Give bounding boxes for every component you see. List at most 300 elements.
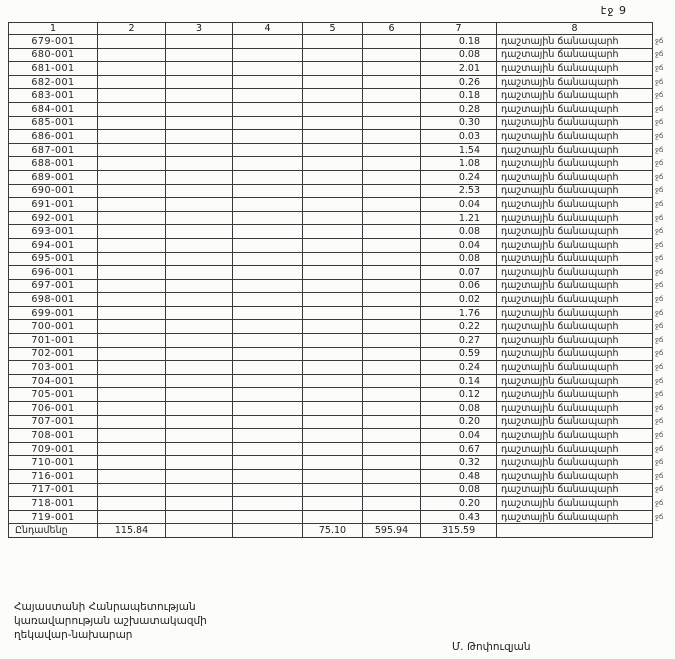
row-col5 bbox=[303, 334, 363, 348]
table-row bbox=[9, 442, 671, 456]
table-row bbox=[9, 252, 671, 266]
row-col3 bbox=[166, 75, 233, 89]
row-col4 bbox=[233, 211, 303, 225]
road-label: դաշտային ճանապարհ bbox=[497, 238, 653, 252]
row-col5 bbox=[303, 442, 363, 456]
margin-mark: ջճ bbox=[655, 227, 664, 236]
row-col6 bbox=[363, 334, 421, 348]
table-header-cell: 3 bbox=[166, 23, 233, 35]
road-label: դաշտային ճանապարհ bbox=[497, 361, 653, 375]
row-col2 bbox=[98, 130, 166, 144]
row-col5 bbox=[303, 130, 363, 144]
row-code: 691-001 bbox=[9, 198, 98, 212]
table-row bbox=[9, 170, 671, 184]
row-col6 bbox=[363, 198, 421, 212]
table-row bbox=[9, 497, 671, 511]
table-row bbox=[9, 456, 671, 470]
row-col5 bbox=[303, 361, 363, 375]
row-col3 bbox=[166, 456, 233, 470]
table-row bbox=[9, 510, 671, 524]
margin-mark: ջճ bbox=[655, 444, 664, 453]
row-col5 bbox=[303, 225, 363, 239]
row-col4 bbox=[233, 35, 303, 49]
table-row bbox=[9, 402, 671, 416]
row-col4 bbox=[233, 320, 303, 334]
table-row bbox=[9, 75, 671, 89]
total-col2: 115.84 bbox=[98, 524, 166, 538]
row-col2 bbox=[98, 184, 166, 198]
margin-mark: ջճ bbox=[655, 172, 664, 181]
row-col2 bbox=[98, 402, 166, 416]
row-value: 0.30 bbox=[421, 116, 497, 130]
row-col4 bbox=[233, 279, 303, 293]
table-row bbox=[9, 388, 671, 402]
row-col5 bbox=[303, 306, 363, 320]
margin-spacer bbox=[653, 23, 671, 35]
road-label: դաշտային ճանապարհ bbox=[497, 415, 653, 429]
road-label: դաշտային ճանապարհ bbox=[497, 211, 653, 225]
table-row bbox=[9, 334, 671, 348]
row-col6 bbox=[363, 89, 421, 103]
row-col3 bbox=[166, 470, 233, 484]
row-col4 bbox=[233, 62, 303, 76]
road-label: դաշտային ճանապարհ bbox=[497, 252, 653, 266]
table-row bbox=[9, 130, 671, 144]
row-col5 bbox=[303, 429, 363, 443]
row-col4 bbox=[233, 388, 303, 402]
road-label: դաշտային ճանապարհ bbox=[497, 483, 653, 497]
row-col3 bbox=[166, 252, 233, 266]
row-value: 1.76 bbox=[421, 306, 497, 320]
margin-mark: ջճ bbox=[655, 77, 664, 86]
row-value: 0.24 bbox=[421, 170, 497, 184]
row-col6 bbox=[363, 347, 421, 361]
margin-mark: ջճ bbox=[655, 104, 664, 113]
row-col4 bbox=[233, 442, 303, 456]
row-code: 690-001 bbox=[9, 184, 98, 198]
row-col2 bbox=[98, 75, 166, 89]
road-label: դաշտային ճանապարհ bbox=[497, 266, 653, 280]
row-col5 bbox=[303, 35, 363, 49]
row-col6 bbox=[363, 75, 421, 89]
row-col2 bbox=[98, 442, 166, 456]
row-code: 688-001 bbox=[9, 157, 98, 171]
table-row bbox=[9, 89, 671, 103]
table-header-cell: 4 bbox=[233, 23, 303, 35]
table-header-cell: 1 bbox=[9, 23, 98, 35]
row-col5 bbox=[303, 170, 363, 184]
row-code: 694-001 bbox=[9, 238, 98, 252]
margin-mark: ջճ bbox=[655, 295, 664, 304]
row-col6 bbox=[363, 293, 421, 307]
table-header-cell: 8 bbox=[497, 23, 653, 35]
row-value: 0.20 bbox=[421, 415, 497, 429]
row-code: 682-001 bbox=[9, 75, 98, 89]
row-code: 684-001 bbox=[9, 102, 98, 116]
row-value: 0.18 bbox=[421, 89, 497, 103]
row-col5 bbox=[303, 266, 363, 280]
row-col2 bbox=[98, 347, 166, 361]
row-col5 bbox=[303, 497, 363, 511]
row-col6 bbox=[363, 306, 421, 320]
row-col4 bbox=[233, 238, 303, 252]
road-label: դաշտային ճանապարհ bbox=[497, 130, 653, 144]
row-col4 bbox=[233, 170, 303, 184]
road-label: դաշտային ճանապարհ bbox=[497, 320, 653, 334]
table-row bbox=[9, 347, 671, 361]
row-code: 698-001 bbox=[9, 293, 98, 307]
row-code: 705-001 bbox=[9, 388, 98, 402]
row-col2 bbox=[98, 320, 166, 334]
row-col5 bbox=[303, 62, 363, 76]
road-label: դաշտային ճանապարհ bbox=[497, 35, 653, 49]
row-col2 bbox=[98, 198, 166, 212]
road-label: դաշտային ճանապարհ bbox=[497, 510, 653, 524]
row-value: 1.21 bbox=[421, 211, 497, 225]
row-col3 bbox=[166, 130, 233, 144]
row-col5 bbox=[303, 347, 363, 361]
row-col3 bbox=[166, 198, 233, 212]
row-col2 bbox=[98, 470, 166, 484]
row-code: 699-001 bbox=[9, 306, 98, 320]
total-col7: 315.59 bbox=[421, 524, 497, 538]
table-row bbox=[9, 198, 671, 212]
road-label: դաշտային ճանապարհ bbox=[497, 157, 653, 171]
row-col6 bbox=[363, 510, 421, 524]
table-row bbox=[9, 293, 671, 307]
margin-mark: ջճ bbox=[655, 240, 664, 249]
road-label: դաշտային ճանապարհ bbox=[497, 374, 653, 388]
row-value: 0.28 bbox=[421, 102, 497, 116]
row-col4 bbox=[233, 483, 303, 497]
road-label: դաշտային ճանապարհ bbox=[497, 347, 653, 361]
road-label: դաշտային ճանապարհ bbox=[497, 143, 653, 157]
row-value: 1.08 bbox=[421, 157, 497, 171]
row-col2 bbox=[98, 266, 166, 280]
row-col3 bbox=[166, 62, 233, 76]
row-col4 bbox=[233, 198, 303, 212]
row-col4 bbox=[233, 429, 303, 443]
row-col4 bbox=[233, 225, 303, 239]
margin-mark: ջճ bbox=[655, 186, 664, 195]
row-code: 708-001 bbox=[9, 429, 98, 443]
row-col2 bbox=[98, 102, 166, 116]
table-row bbox=[9, 306, 671, 320]
row-col3 bbox=[166, 157, 233, 171]
row-col3 bbox=[166, 306, 233, 320]
road-label: դաշտային ճանապարհ bbox=[497, 102, 653, 116]
row-col5 bbox=[303, 388, 363, 402]
road-label: դաշտային ճանապարհ bbox=[497, 456, 653, 470]
row-col6 bbox=[363, 279, 421, 293]
footer-line: Հայաստանի Հանրապետության bbox=[14, 601, 196, 613]
row-col6 bbox=[363, 497, 421, 511]
row-col3 bbox=[166, 483, 233, 497]
road-label: դաշտային ճանապարհ bbox=[497, 429, 653, 443]
table-row bbox=[9, 211, 671, 225]
row-col2 bbox=[98, 211, 166, 225]
row-col2 bbox=[98, 293, 166, 307]
road-label: դաշտային ճանապարհ bbox=[497, 279, 653, 293]
row-value: 0.59 bbox=[421, 347, 497, 361]
row-code: 693-001 bbox=[9, 225, 98, 239]
row-col5 bbox=[303, 102, 363, 116]
road-label: դաշտային ճանապարհ bbox=[497, 497, 653, 511]
row-col6 bbox=[363, 470, 421, 484]
row-col4 bbox=[233, 456, 303, 470]
row-col3 bbox=[166, 184, 233, 198]
row-col2 bbox=[98, 456, 166, 470]
row-col4 bbox=[233, 415, 303, 429]
table-row bbox=[9, 470, 671, 484]
row-col6 bbox=[363, 184, 421, 198]
row-code: 697-001 bbox=[9, 279, 98, 293]
row-col6 bbox=[363, 102, 421, 116]
total-row bbox=[9, 524, 671, 538]
row-col3 bbox=[166, 429, 233, 443]
row-value: 0.48 bbox=[421, 470, 497, 484]
row-col6 bbox=[363, 402, 421, 416]
road-label: դաշտային ճանապարհ bbox=[497, 198, 653, 212]
row-col3 bbox=[166, 211, 233, 225]
row-code: 710-001 bbox=[9, 456, 98, 470]
row-col6 bbox=[363, 170, 421, 184]
table-row bbox=[9, 62, 671, 76]
row-col3 bbox=[166, 238, 233, 252]
margin-mark: ջճ bbox=[655, 159, 664, 168]
row-col6 bbox=[363, 361, 421, 375]
row-code: 685-001 bbox=[9, 116, 98, 130]
row-code: 716-001 bbox=[9, 470, 98, 484]
row-col2 bbox=[98, 48, 166, 62]
row-col2 bbox=[98, 334, 166, 348]
row-col6 bbox=[363, 48, 421, 62]
row-col4 bbox=[233, 184, 303, 198]
margin-mark: ջճ bbox=[655, 63, 664, 72]
row-col2 bbox=[98, 170, 166, 184]
row-code: 681-001 bbox=[9, 62, 98, 76]
margin-mark: ջճ bbox=[655, 199, 664, 208]
row-col6 bbox=[363, 252, 421, 266]
row-col3 bbox=[166, 510, 233, 524]
road-label: դաշտային ճանապարհ bbox=[497, 184, 653, 198]
row-col4 bbox=[233, 48, 303, 62]
margin-mark: ջճ bbox=[655, 267, 664, 276]
row-col3 bbox=[166, 374, 233, 388]
margin-mark: ջճ bbox=[655, 498, 664, 507]
row-col5 bbox=[303, 184, 363, 198]
road-label: դաշտային ճանապարհ bbox=[497, 116, 653, 130]
row-col6 bbox=[363, 225, 421, 239]
row-col4 bbox=[233, 266, 303, 280]
row-col3 bbox=[166, 35, 233, 49]
row-code: 717-001 bbox=[9, 483, 98, 497]
row-col2 bbox=[98, 62, 166, 76]
row-col5 bbox=[303, 75, 363, 89]
row-col6 bbox=[363, 456, 421, 470]
row-col6 bbox=[363, 157, 421, 171]
margin-mark: ջճ bbox=[655, 145, 664, 154]
row-value: 0.04 bbox=[421, 429, 497, 443]
row-col2 bbox=[98, 374, 166, 388]
row-value: 1.54 bbox=[421, 143, 497, 157]
row-col2 bbox=[98, 116, 166, 130]
table-header-cell: 7 bbox=[421, 23, 497, 35]
signature-name: Մ. Թոփուզյան bbox=[452, 641, 531, 653]
road-label: դաշտային ճանապարհ bbox=[497, 225, 653, 239]
row-col6 bbox=[363, 483, 421, 497]
margin-mark: ջճ bbox=[655, 91, 664, 100]
table-row bbox=[9, 184, 671, 198]
footer-line: ղեկավար-նախարար bbox=[14, 629, 133, 641]
footer-line: կառավարության աշխատակազմի bbox=[14, 615, 207, 627]
row-col4 bbox=[233, 75, 303, 89]
row-value: 0.14 bbox=[421, 374, 497, 388]
row-col3 bbox=[166, 266, 233, 280]
table-header-cell: 2 bbox=[98, 23, 166, 35]
row-value: 0.06 bbox=[421, 279, 497, 293]
row-col2 bbox=[98, 429, 166, 443]
row-col3 bbox=[166, 225, 233, 239]
row-col5 bbox=[303, 116, 363, 130]
row-value: 0.08 bbox=[421, 402, 497, 416]
total-col5: 75.10 bbox=[303, 524, 363, 538]
row-value: 0.24 bbox=[421, 361, 497, 375]
table-row bbox=[9, 374, 671, 388]
row-code: 683-001 bbox=[9, 89, 98, 103]
row-col3 bbox=[166, 116, 233, 130]
row-col3 bbox=[166, 293, 233, 307]
row-col6 bbox=[363, 130, 421, 144]
road-label: դաշտային ճանապարհ bbox=[497, 89, 653, 103]
row-code: 703-001 bbox=[9, 361, 98, 375]
table-header-row bbox=[9, 23, 671, 35]
row-col3 bbox=[166, 279, 233, 293]
row-value: 0.07 bbox=[421, 266, 497, 280]
row-col2 bbox=[98, 157, 166, 171]
row-code: 679-001 bbox=[9, 35, 98, 49]
margin-mark: ջճ bbox=[655, 322, 664, 331]
row-col4 bbox=[233, 143, 303, 157]
row-col6 bbox=[363, 116, 421, 130]
total-col6: 595.94 bbox=[363, 524, 421, 538]
row-col4 bbox=[233, 130, 303, 144]
table-header-cell: 6 bbox=[363, 23, 421, 35]
road-label: դաշտային ճանապարհ bbox=[497, 293, 653, 307]
margin-mark: ջճ bbox=[655, 118, 664, 127]
data-table bbox=[8, 22, 671, 538]
margin-mark: ջճ bbox=[655, 458, 664, 467]
row-value: 2.53 bbox=[421, 184, 497, 198]
margin-mark: ջճ bbox=[655, 431, 664, 440]
row-col5 bbox=[303, 252, 363, 266]
row-col5 bbox=[303, 89, 363, 103]
total-col8 bbox=[497, 524, 653, 538]
margin-mark: ջճ bbox=[655, 50, 664, 59]
table-row bbox=[9, 143, 671, 157]
margin-mark: ջճ bbox=[655, 254, 664, 263]
row-code: 696-001 bbox=[9, 266, 98, 280]
footer-block bbox=[14, 600, 207, 642]
row-col3 bbox=[166, 442, 233, 456]
row-value: 0.22 bbox=[421, 320, 497, 334]
row-col4 bbox=[233, 157, 303, 171]
row-col4 bbox=[233, 89, 303, 103]
row-col5 bbox=[303, 143, 363, 157]
row-code: 700-001 bbox=[9, 320, 98, 334]
row-value: 0.08 bbox=[421, 483, 497, 497]
row-col5 bbox=[303, 456, 363, 470]
row-col5 bbox=[303, 470, 363, 484]
row-col3 bbox=[166, 388, 233, 402]
row-value: 0.26 bbox=[421, 75, 497, 89]
row-col3 bbox=[166, 102, 233, 116]
row-col3 bbox=[166, 320, 233, 334]
road-label: դաշտային ճանապարհ bbox=[497, 334, 653, 348]
row-col3 bbox=[166, 497, 233, 511]
row-code: 709-001 bbox=[9, 442, 98, 456]
row-code: 680-001 bbox=[9, 48, 98, 62]
margin-mark: ջճ bbox=[655, 471, 664, 480]
margin-mark: ջճ bbox=[655, 376, 664, 385]
row-col6 bbox=[363, 266, 421, 280]
row-col4 bbox=[233, 402, 303, 416]
row-col6 bbox=[363, 35, 421, 49]
row-col4 bbox=[233, 102, 303, 116]
row-col3 bbox=[166, 334, 233, 348]
road-label: դաշտային ճանապարհ bbox=[497, 306, 653, 320]
row-col4 bbox=[233, 306, 303, 320]
total-col3 bbox=[166, 524, 233, 538]
row-value: 0.20 bbox=[421, 497, 497, 511]
row-code: 689-001 bbox=[9, 170, 98, 184]
table-row bbox=[9, 266, 671, 280]
row-col6 bbox=[363, 374, 421, 388]
row-col2 bbox=[98, 415, 166, 429]
table-row bbox=[9, 238, 671, 252]
row-col5 bbox=[303, 510, 363, 524]
row-col6 bbox=[363, 143, 421, 157]
row-col2 bbox=[98, 225, 166, 239]
row-value: 0.43 bbox=[421, 510, 497, 524]
table-row bbox=[9, 279, 671, 293]
road-label: դաշտային ճանապարհ bbox=[497, 402, 653, 416]
row-code: 719-001 bbox=[9, 510, 98, 524]
row-code: 687-001 bbox=[9, 143, 98, 157]
row-value: 0.32 bbox=[421, 456, 497, 470]
road-label: դաշտային ճանապարհ bbox=[497, 62, 653, 76]
row-col5 bbox=[303, 415, 363, 429]
margin-mark: ջճ bbox=[655, 349, 664, 358]
road-label: դաշտային ճանապարհ bbox=[497, 170, 653, 184]
row-col5 bbox=[303, 157, 363, 171]
row-col3 bbox=[166, 89, 233, 103]
row-col4 bbox=[233, 510, 303, 524]
row-col6 bbox=[363, 320, 421, 334]
row-value: 0.67 bbox=[421, 442, 497, 456]
table-row bbox=[9, 429, 671, 443]
row-col2 bbox=[98, 252, 166, 266]
row-value: 0.04 bbox=[421, 238, 497, 252]
margin-mark: ջճ bbox=[655, 281, 664, 290]
row-value: 0.27 bbox=[421, 334, 497, 348]
row-col2 bbox=[98, 35, 166, 49]
margin-mark: ջճ bbox=[655, 485, 664, 494]
row-col2 bbox=[98, 388, 166, 402]
row-col3 bbox=[166, 48, 233, 62]
row-col4 bbox=[233, 252, 303, 266]
row-value: 2.01 bbox=[421, 62, 497, 76]
